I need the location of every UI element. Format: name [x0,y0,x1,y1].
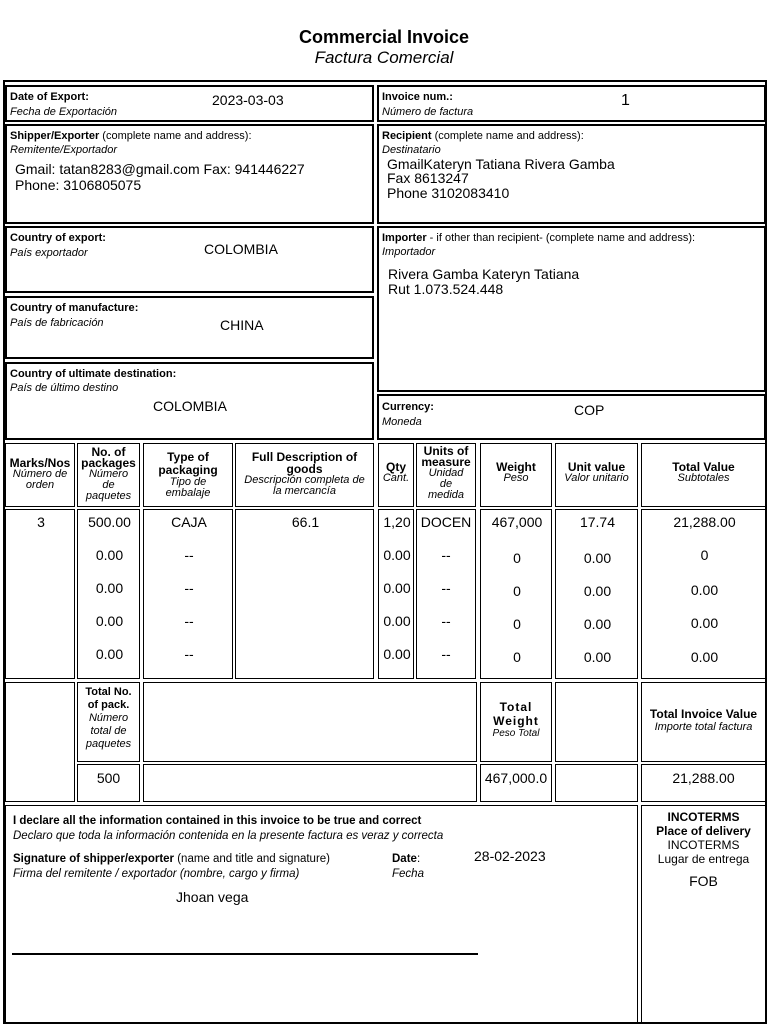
recipient-box: Recipient (complete name and address): Destinatario GmailKateryn Tatiana Rivera Gamba Fax 8613247 Phone 3102083410 [377,124,766,224]
country-of-manufacture-label: Country of manufacture [10,302,135,314]
signature-label-es: Firma del remitente / exportador (nombre, cargo y firma) [13,868,300,880]
header-unit-value-es: Valor unitario [564,472,629,484]
currency-value: COP [574,402,605,418]
shipper-label-es: Remitente/Exportador [10,144,117,156]
table-row-4-total: 0.00 [690,615,719,631]
incoterms-place-es: Lugar de entrega [657,852,750,866]
recipient-line-3: Phone 3102083410 [387,185,510,201]
incoterms-place: Place of delivery [656,824,751,838]
table-row-1-weight: 467,000 [491,514,543,530]
total-weight-label: Total Weight [493,700,539,728]
importer-label: Importer [382,232,427,244]
recipient-label: Recipient [382,130,432,142]
currency-label: Currency [382,401,431,413]
table-row-4-unit-value: 0.00 [583,616,612,632]
page-title: Commercial Invoice [298,27,470,47]
header-unit-value-en: Unit value [567,460,626,474]
currency-label-es: Moneda [382,416,422,428]
header-description-es: Descripción completa de la mercancía [244,474,365,497]
header-qty-es: Cant. [382,472,410,484]
country-of-export-value: COLOMBIA [204,241,278,257]
shipper-box: Shipper/Exporter (complete name and address): Remitente/Exportador Gmail: tatan8283@gmail.com Fax: 941446227 Phone: 3106805075 [5,124,374,224]
recipient-label-es: Destinatario [382,144,441,156]
total-invoice-label-es: Importe total factura [654,721,753,733]
table-row-1-unit-value: 17.74 [579,514,616,530]
total-packages-value: 500 [96,770,121,786]
column-description [235,509,374,679]
importer-label-es: Importador [382,246,436,258]
total-packages-label-box [77,682,140,762]
invoice-number-label: Invoice num. [382,91,450,103]
table-row-5-packages: 0.00 [95,646,124,662]
total-invoice-label: Total Invoice Value [649,707,758,721]
table-row-5-unit-value: 0.00 [583,649,612,665]
table-row-2-packaging: -- [184,547,194,563]
declaration-statement: I declare all the information contained in this invoice to be true and correct [13,815,422,827]
table-row-1-packaging: CAJA [171,514,207,530]
date-of-export-value: 2023-03-03 [212,92,284,108]
totals-blank-right-lower [555,764,638,802]
country-of-export-box: Country of export: País exportador COLOMBIA [5,226,374,293]
incoterms-box [641,805,766,1024]
header-units-en: Units of measure [421,444,471,469]
country-of-destination-label: Country of ultimate destination [10,368,173,380]
header-packaging-es: Tipo de embalaje [165,476,211,499]
invoice-number-label-es: Número de factura [382,106,474,118]
total-invoice-value: 21,288.00 [672,770,735,786]
totals-blank-middle [143,682,477,762]
table-row-5-packaging: -- [184,646,194,662]
signer-name: Jhoan vega [176,889,249,905]
table-row-1-qty: 1,20 [383,514,411,530]
table-row-4-qty: 0.00 [383,613,411,629]
table-row-1-units: DOCEN [420,514,472,530]
totals-blank-right [555,682,638,762]
table-row-4-units: -- [441,613,451,629]
table-row-3-weight: 0 [513,583,521,599]
header-marks-es: Número de orden [12,468,68,491]
table-row-4-packages: 0.00 [95,613,124,629]
country-of-export-label: Country of export [10,232,103,244]
country-of-destination-box: Country of ultimate destination: País de último destino COLOMBIA [5,362,374,440]
total-invoice-value-box [641,764,766,802]
signature-line [12,953,478,955]
total-packages-label-es: Número total de paquetes [85,712,132,750]
header-packages-en: No. of packages [81,445,136,470]
total-weight-value-box [480,764,552,802]
table-row-2-packages: 0.00 [95,547,124,563]
shipper-label: Shipper/Exporter [10,130,100,142]
recipient-line-2: Fax 8613247 [387,170,469,186]
header-marks-en: Marks/Nos [9,456,71,470]
table-row-1-total: 21,288.00 [673,514,736,530]
table-row-5-qty: 0.00 [383,646,411,662]
table-row-2-qty: 0.00 [383,547,411,563]
date-of-export-label: Date of Export [10,91,86,103]
table-row-2-total: 0 [700,547,709,563]
country-of-destination-label-es: País de último destino [10,382,119,394]
table-row-1-marks: 3 [37,514,45,530]
currency-box: Currency: Moneda COP [377,394,766,440]
table-row-4-packaging: -- [184,613,194,629]
date-label-es: Fecha [392,868,424,880]
importer-line-1: Rivera Gamba Kateryn Tatiana [388,266,580,282]
country-of-destination-value: COLOMBIA [153,398,227,414]
shipper-line-2: Phone: 3106805075 [15,177,142,193]
table-row-3-packaging: -- [184,580,194,596]
header-total-value-es: Subtotales [677,472,730,484]
table-row-3-units: -- [441,580,451,596]
importer-box: Importer - if other than recipient- (complete name and address): Importador Rivera Gamba Kateryn Tatiana Rut 1.073.524.448 [377,226,766,392]
header-description-en: Full Description of goods [251,450,358,476]
date-label: Date [392,853,417,865]
incoterms-value: FOB [689,873,718,889]
country-of-export-label-es: País exportador [10,247,88,259]
total-packages-value-box [77,764,140,802]
table-row-5-weight: 0 [513,649,521,665]
invoice-number-value: 1 [621,92,630,109]
total-weight-label-box [480,682,552,762]
incoterms-title-es: INCOTERMS [667,838,740,852]
declaration-statement-es: Declaro que toda la información contenida en la presente factura es veraz y correcta [13,830,444,842]
country-of-manufacture-box: Country of manufacture: País de fabricación CHINA [5,296,374,359]
date-of-export-box: Date of Export: Fecha de Exportación 2023-03-03 [5,85,374,122]
table-row-1-packages: 500.00 [88,514,131,530]
country-of-manufacture-value: CHINA [220,317,264,333]
importer-line-2: Rut 1.073.524.448 [388,281,504,297]
table-row-3-qty: 0.00 [383,580,411,596]
total-weight-label-es: Peso Total [492,728,540,739]
table-row-2-weight: 0 [513,550,521,566]
table-row-3-total: 0.00 [690,582,719,598]
header-qty-en: Qty [385,460,406,474]
totals-blank-left [5,682,75,802]
total-weight-value: 467,000.0 [484,770,548,786]
invoice-number-box: Invoice num.: Número de factura 1 [377,85,766,122]
page-subtitle: Factura Comercial [314,48,454,67]
table-row-5-units: -- [441,646,451,662]
date-of-export-label-es: Fecha de Exportación [10,106,118,118]
recipient-line-1: GmailKateryn Tatiana Rivera Gamba [387,156,615,172]
totals-blank-middle-lower [143,764,477,802]
shipper-line-1: Gmail: tatan8283@gmail.com Fax: 941446227 [15,161,305,177]
table-row-2-unit-value: 0.00 [583,550,612,566]
table-row-4-weight: 0 [513,616,521,632]
table-row-5-total: 0.00 [690,649,719,665]
table-row-3-unit-value: 0.00 [583,583,612,599]
declaration-date-value: 28-02-2023 [474,848,546,864]
header-total-value-en: Total Value [672,460,735,474]
header-packages-es: Número de paquetes [85,468,132,502]
header-weight-en: Weight [496,460,536,474]
table-row-3-packages: 0.00 [95,580,124,596]
declaration-box: I declare all the information contained in this invoice to be true and correct Declaro que toda la información contenida en la presente factura es veraz y correcta Signature of shipper/exporter (name and title and signature) Firma del remitente / exportador (nombre, cargo y firma) Date: Fecha 28-02-2023 Jhoan vega [5,805,638,1024]
column-marks [5,509,75,679]
total-packages-label: Total No. of pack. [85,686,132,711]
signature-label: Signature of shipper/exporter [13,853,175,865]
country-of-manufacture-label-es: País de fabricación [10,317,104,329]
header-units-es: Unidad de medida [427,467,465,501]
header-packaging-en: Type of packaging [158,450,218,477]
incoterms-title: INCOTERMS [667,810,740,824]
header-weight-es: Peso [503,472,529,484]
table-row-2-units: -- [441,547,451,563]
table-row-1-description: 66.1 [291,514,320,530]
total-invoice-label-box [641,682,766,762]
